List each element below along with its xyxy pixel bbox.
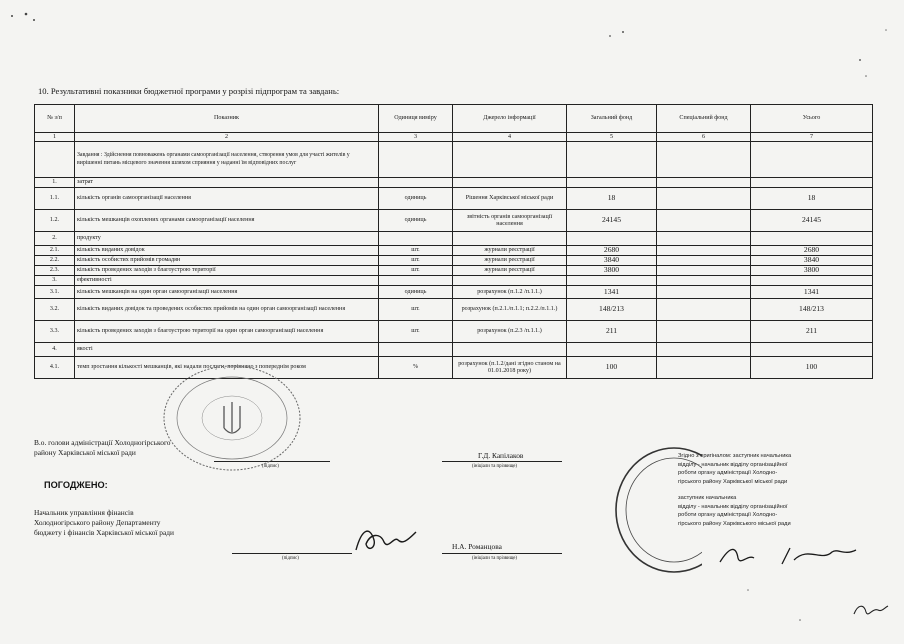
indicator-name: кількість органів самоорганізації населення — [75, 188, 379, 210]
finance-title-line: бюджету і фінансів Харківської міської ради — [34, 528, 174, 538]
unit-cell: % — [379, 357, 453, 379]
column-number: 5 — [567, 133, 657, 142]
special-fund-value — [657, 188, 751, 210]
special-fund-value — [657, 357, 751, 379]
unit-cell: шт. — [379, 321, 453, 343]
total-value: 1341 — [751, 286, 873, 299]
column-number: 1 — [35, 133, 75, 142]
stamp-line: роботи органу адміністрації Холодно- — [678, 512, 778, 519]
finance-title-line: Начальник управління фінансів — [34, 508, 134, 517]
stamp-line: гірського району Харківського міської ради — [678, 520, 791, 527]
header-cell: Показник — [75, 105, 379, 133]
group-number: 3. — [35, 276, 75, 286]
finance-name-line — [442, 553, 562, 554]
column-number: 7 — [751, 133, 873, 142]
header-cell: Загальний фонд — [567, 105, 657, 133]
row-number: 3.3. — [35, 321, 75, 343]
stamp-line — [678, 486, 872, 494]
finance-signatory-title — [34, 508, 174, 539]
unit-cell: одиниць — [379, 286, 453, 299]
row-number: 3.1. — [35, 286, 75, 299]
handwritten-signature — [350, 522, 420, 558]
group-title: продукту — [75, 232, 379, 246]
row-number: 3.2. — [35, 299, 75, 321]
header-cell: Одиниця виміру — [379, 105, 453, 133]
column-number: 2 — [75, 133, 379, 142]
indicator-name: кількість проведених заходів з благоустрою території на один орган самоорганізації населення — [75, 321, 379, 343]
general-fund-value: 1341 — [567, 286, 657, 299]
indicators-table — [34, 104, 873, 379]
unit-cell: одиниць — [379, 188, 453, 210]
indicator-name: кількість мешканців на один орган самоорганізації населення — [75, 286, 379, 299]
source-cell: розрахунок (п.1.2 /п.1.1.) — [453, 286, 567, 299]
certification-stamp-text — [678, 452, 872, 574]
stamp-line: гірського району Харківської міської ради — [678, 478, 788, 485]
header-cell: Усього — [751, 105, 873, 133]
group-row — [35, 343, 873, 357]
group-row — [35, 276, 873, 286]
official-seal — [150, 360, 320, 480]
general-fund-value: 2680 — [567, 246, 657, 256]
special-fund-value — [657, 266, 751, 276]
indicator-name: темп зростання кількості мешканців, які надали послуги, порівняно з попереднім роком — [75, 357, 379, 379]
general-fund-value: 3840 — [567, 256, 657, 266]
row-number: 1.1. — [35, 188, 75, 210]
finance-title-line: Холодногірського району Департаменту — [34, 518, 161, 528]
indicator-name: кількість виданих довідок — [75, 246, 379, 256]
group-row — [35, 232, 873, 246]
group-number: 2. — [35, 232, 75, 246]
table-row — [35, 286, 873, 299]
row-number: 1.2. — [35, 210, 75, 232]
section-title: 10. Результативні показники бюджетної програми у розрізі підпрограм та завдань: — [38, 86, 340, 96]
row-number: 2.3. — [35, 266, 75, 276]
source-cell: розрахунок (п.1.2/дані згідно станом на 01.01.2018 року) — [453, 357, 567, 379]
indicator-name: кількість особистих прийомів громадян — [75, 256, 379, 266]
unit-cell: шт. — [379, 266, 453, 276]
general-fund-value: 18 — [567, 188, 657, 210]
group-title: затрат — [75, 178, 379, 188]
general-fund-value: 100 — [567, 357, 657, 379]
special-fund-value — [657, 286, 751, 299]
table-row — [35, 188, 873, 210]
stamp-line: заступник начальника — [678, 495, 737, 502]
stamp-line: відділу - начальник відділу організаційної — [678, 461, 788, 468]
total-value: 211 — [751, 321, 873, 343]
table-row — [35, 266, 873, 276]
name-caption: (ініціали та прізвище) — [472, 464, 517, 469]
page-mark — [850, 600, 890, 622]
unit-cell: шт. — [379, 299, 453, 321]
table-row — [35, 210, 873, 232]
total-value: 148/213 — [751, 299, 873, 321]
stamp-line: Згідно з оригіналом: заступник начальника — [678, 453, 792, 459]
header-cell: Спеціальний фонд — [657, 105, 751, 133]
special-fund-value — [657, 246, 751, 256]
head-title-line: району Харківської міської ради — [34, 448, 136, 458]
source-cell: журнали реєстрації — [453, 246, 567, 256]
table-header-row — [35, 105, 873, 133]
total-value: 2680 — [751, 246, 873, 256]
head-name-line — [442, 461, 562, 462]
general-fund-value: 211 — [567, 321, 657, 343]
source-cell: журнали реєстрації — [453, 256, 567, 266]
general-fund-value: 3800 — [567, 266, 657, 276]
trident-icon — [224, 402, 240, 433]
general-fund-value: 148/213 — [567, 299, 657, 321]
source-cell: розрахунок (п.2.3 /п.1.1.) — [453, 321, 567, 343]
special-fund-value — [657, 256, 751, 266]
group-number: 4. — [35, 343, 75, 357]
stamp-line: роботи органу адміністрації Холодно- — [678, 470, 778, 477]
group-row — [35, 178, 873, 188]
unit-cell: шт. — [379, 256, 453, 266]
total-value: 18 — [751, 188, 873, 210]
header-cell: Джерело інформації — [453, 105, 567, 133]
task-row — [35, 142, 873, 178]
total-value: 100 — [751, 357, 873, 379]
total-value: 24145 — [751, 210, 873, 232]
column-number: 3 — [379, 133, 453, 142]
task-description: Завдання : Здійснення повноважень органами самоорганізації населення, створення умов для участі жителів у вирішенні питань місцевого значення шляхом сприяння у наданні їм відповідних послуг — [75, 142, 379, 178]
agreed-heading: ПОГОДЖЕНО: — [44, 480, 108, 490]
general-fund-value: 24145 — [567, 210, 657, 232]
indicator-name: кількість виданих довідок та проведених особистих прийомів на один орган самоорганізації населення — [75, 299, 379, 321]
column-number: 6 — [657, 133, 751, 142]
table-row — [35, 321, 873, 343]
group-number: 1. — [35, 178, 75, 188]
source-cell: Рішення Харківської міської ради — [453, 188, 567, 210]
special-fund-value — [657, 321, 751, 343]
stamp-line: відділу - начальник відділу організаційної — [678, 503, 788, 510]
name-caption: (ініціали та прізвище) — [472, 556, 517, 561]
table-row — [35, 256, 873, 266]
finance-signatory-name: Н.А. Романцова — [452, 542, 502, 551]
column-numbering-row — [35, 133, 873, 142]
group-title: якості — [75, 343, 379, 357]
row-number: 2.1. — [35, 246, 75, 256]
table-row — [35, 246, 873, 256]
indicator-name: кількість мешканців охоплених органами самоорганізації населення — [75, 210, 379, 232]
head-title-line: В.о. голови адміністрації Холодногірського — [34, 438, 171, 447]
unit-cell: шт. — [379, 246, 453, 256]
indicator-name: кількість проведених заходів з благоустрою території — [75, 266, 379, 276]
head-signatory-name: Г.Д. Капілаков — [478, 451, 524, 460]
source-cell: звітність органів самоорганізації населення — [453, 210, 567, 232]
total-value: 3800 — [751, 266, 873, 276]
group-title: ефективності — [75, 276, 379, 286]
source-cell: розрахунок (п.2.1./п.1.1; п.2.2./п.1.1.) — [453, 299, 567, 321]
signature-caption: (підпис) — [282, 556, 299, 561]
total-value: 3840 — [751, 256, 873, 266]
source-cell: журнали реєстрації — [453, 266, 567, 276]
special-fund-value — [657, 299, 751, 321]
signature-caption: (підпис) — [262, 464, 279, 469]
unit-cell: одиниць — [379, 210, 453, 232]
table-row — [35, 299, 873, 321]
finance-signature-line — [232, 553, 352, 554]
special-fund-value — [657, 210, 751, 232]
header-cell: № з/п — [35, 105, 75, 133]
row-number: 2.2. — [35, 256, 75, 266]
column-number: 4 — [453, 133, 567, 142]
row-number: 4.1. — [35, 357, 75, 379]
